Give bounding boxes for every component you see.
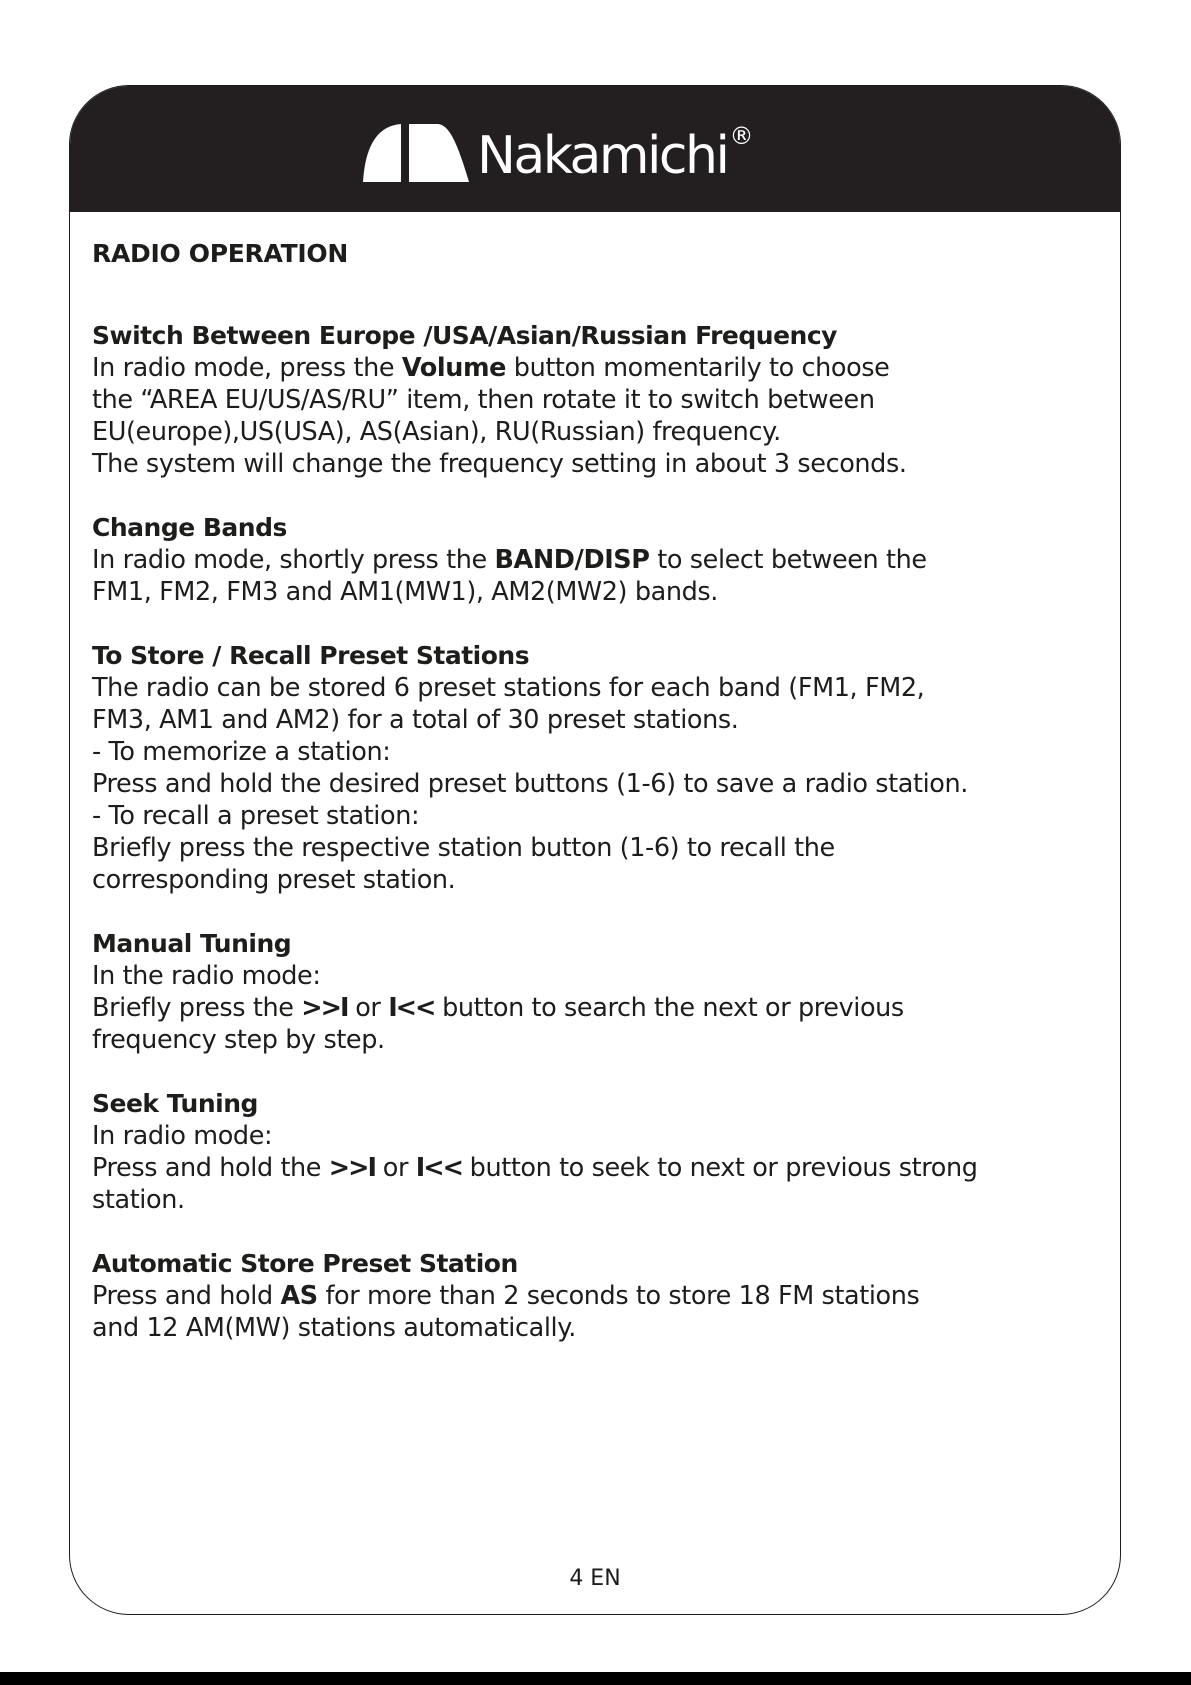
body-line: FM1, FM2, FM3 and AM1(MW1), AM2(MW2) bands. (92, 577, 718, 607)
content (92, 238, 1102, 1376)
bottom-rule (0, 1672, 1191, 1685)
body-line: In radio mode: (92, 1121, 273, 1151)
section (92, 320, 1102, 480)
section (92, 640, 1102, 896)
section-heading: Manual Tuning (92, 929, 292, 958)
body-line: FM3, AM1 and AM2) for a total of 30 preset stations. (92, 705, 739, 735)
page-number: 4 EN (569, 1566, 621, 1591)
section (92, 928, 1102, 1056)
body-line: The radio can be stored 6 preset stations for each band (FM1, FM2, (92, 673, 925, 703)
body-line: frequency step by step. (92, 1025, 385, 1055)
header-band (70, 86, 1120, 212)
section-heading: Seek Tuning (92, 1089, 258, 1118)
bold-term: Volume (401, 353, 507, 383)
body-line: In radio mode, press the Volume button momentarily to choose (92, 353, 890, 383)
body-line: Press and hold the >>I or I<< button to seek to next or previous strong (92, 1153, 978, 1183)
section (92, 512, 1102, 608)
body-line: corresponding preset station. (92, 865, 456, 895)
brand-name: Nakamichi (477, 126, 728, 186)
previous-track-icon: I<< (415, 1153, 462, 1183)
body-line: In radio mode, shortly press the BAND/DISP to select between the (92, 545, 927, 575)
body-line: and 12 AM(MW) stations automatically. (92, 1313, 576, 1343)
body-line: Briefly press the respective station button (1-6) to recall the (92, 833, 835, 863)
body-line: The system will change the frequency setting in about 3 seconds. (92, 449, 907, 479)
body-line: EU(europe),US(USA), AS(Asian), RU(Russian) frequency. (92, 417, 781, 447)
next-track-icon: >>I (328, 1153, 376, 1183)
page-title: RADIO OPERATION (92, 239, 348, 268)
body-line: Press and hold AS for more than 2 seconds to store 18 FM stations (92, 1281, 920, 1311)
bold-term: AS (280, 1281, 318, 1311)
section (92, 1248, 1102, 1344)
sections (92, 320, 1102, 1344)
body-line: In the radio mode: (92, 961, 321, 991)
registered-mark: ® (729, 122, 754, 150)
body-line: Press and hold the desired preset buttons (1-6) to save a radio station. (92, 769, 968, 799)
brand-logo (361, 122, 754, 186)
nakamichi-wave-logo-icon (361, 122, 471, 182)
section-heading: Automatic Store Preset Station (92, 1249, 518, 1278)
section-heading: Change Bands (92, 513, 287, 542)
body-line: the “AREA EU/US/AS/RU” item, then rotate it to switch between (92, 385, 875, 415)
body-line: - To recall a preset station: (92, 801, 420, 831)
body-line: - To memorize a station: (92, 737, 391, 767)
page-frame (69, 85, 1121, 1615)
bold-term: BAND/DISP (494, 545, 650, 575)
section-heading: To Store / Recall Preset Stations (92, 641, 530, 670)
previous-track-icon: I<< (388, 993, 435, 1023)
section-heading: Switch Between Europe /USA/Asian/Russian Frequency (92, 321, 837, 350)
body-line: station. (92, 1185, 185, 1215)
next-track-icon: >>I (301, 993, 348, 1023)
body-line: Briefly press the >>I or I<< button to search the next or previous (92, 993, 904, 1023)
section (92, 1088, 1102, 1216)
